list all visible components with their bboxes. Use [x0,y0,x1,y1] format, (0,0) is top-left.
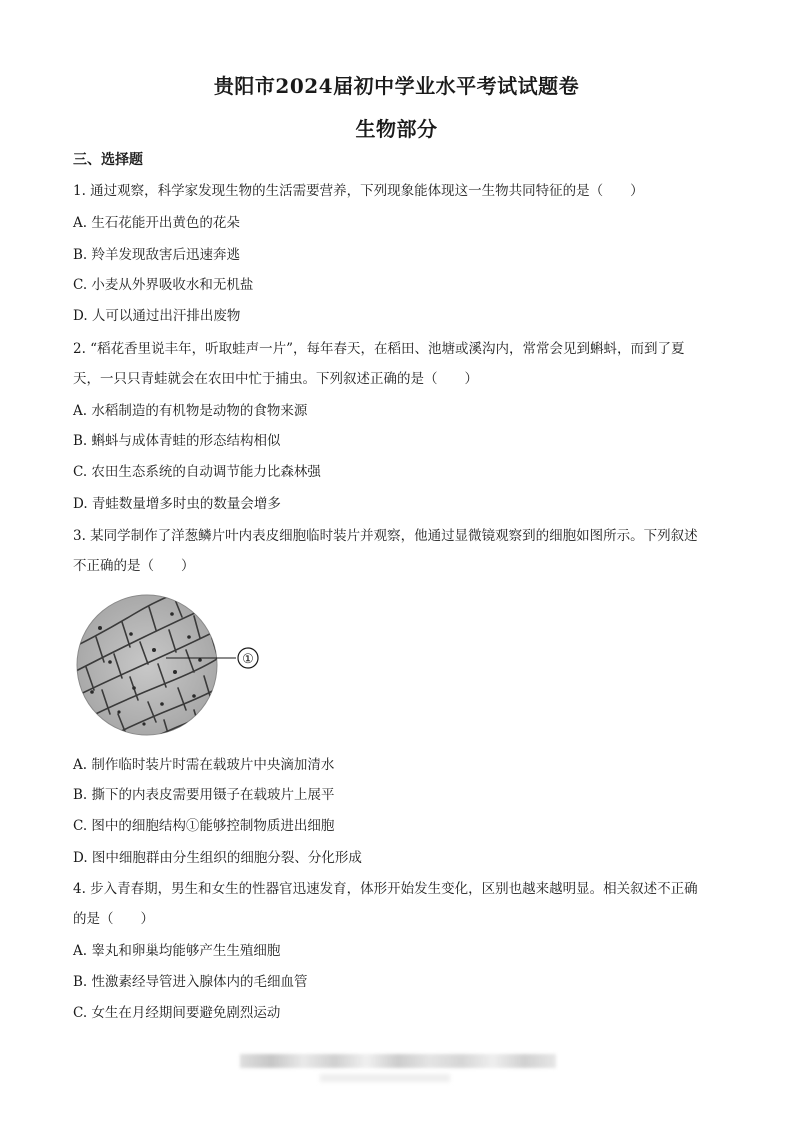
section-heading: 三、选择题 [73,152,143,168]
question-1-option-b: B. 羚羊发现敌害后迅速奔逃 [73,247,241,263]
question-2-option-c: C. 农田生态系统的自动调节能力比森林强 [73,464,321,480]
question-4-option-a: A. 睾丸和卵巢均能够产生生殖细胞 [73,943,281,959]
question-4-option-b: B. 性激素经导管进入腺体内的毛细血管 [73,974,308,990]
question-2-stem-line-2: 天，一只只青蛙就会在农田中忙于捕虫。下列叙述正确的是（ ） [73,371,478,387]
micrograph-drawing [74,592,264,740]
question-4-stem-line-1: 4. 步入青春期，男生和女生的性器官迅速发育，体形开始发生变化，区别也越来越明显。相关叙述不正确 [73,881,698,897]
question-4-stem-line-2: 的是（ ） [73,911,154,927]
question-3-option-d: D. 图中细胞群由分生组织的细胞分裂、分化形成 [73,850,362,866]
blurred-footer [240,1054,556,1068]
question-2-option-d: D. 青蛙数量增多时虫的数量会增多 [73,496,281,512]
question-3-stem-line-1: 3. 某同学制作了洋葱鳞片叶内表皮细胞临时装片并观察，他通过显微镜观察到的细胞如图所示。下列叙述 [73,528,698,544]
question-1-option-c: C. 小麦从外界吸收水和无机盐 [73,277,254,293]
question-3-option-c: C. 图中的细胞结构①能够控制物质进出细胞 [73,818,335,834]
structure-label: ① [242,652,254,667]
question-3-option-b: B. 撕下的内表皮需要用镊子在载玻片上展平 [73,787,335,803]
blurred-footer-secondary [320,1074,450,1082]
question-4-option-c: C. 女生在月经期间要避免剧烈运动 [73,1005,281,1021]
page-title: 贵阳市2024届初中学业水平考试试题卷 [213,74,580,98]
page-subtitle: 生物部分 [355,117,438,141]
onion-cell-micrograph [74,592,264,740]
question-2-option-a: A. 水稻制造的有机物是动物的食物来源 [73,403,308,419]
question-1-option-d: D. 人可以通过出汗排出废物 [73,308,241,324]
question-1-option-a: A. 生石花能开出黄色的花朵 [73,215,240,231]
question-2-option-b: B. 蝌蚪与成体青蛙的形态结构相似 [73,433,281,449]
question-1-stem: 1. 通过观察，科学家发现生物的生活需要营养，下列现象能体现这一生物共同特征的是（ ） [73,183,644,199]
question-2-stem-line-1: 2. “稻花香里说丰年，听取蛙声一片”，每年春天，在稻田、池塘或溪沟内，常常会见到蝌蚪，而到了夏 [73,341,685,357]
question-3-stem-line-2: 不正确的是（ ） [73,558,195,574]
question-3-option-a: A. 制作临时装片时需在载玻片中央滴加清水 [73,757,335,773]
